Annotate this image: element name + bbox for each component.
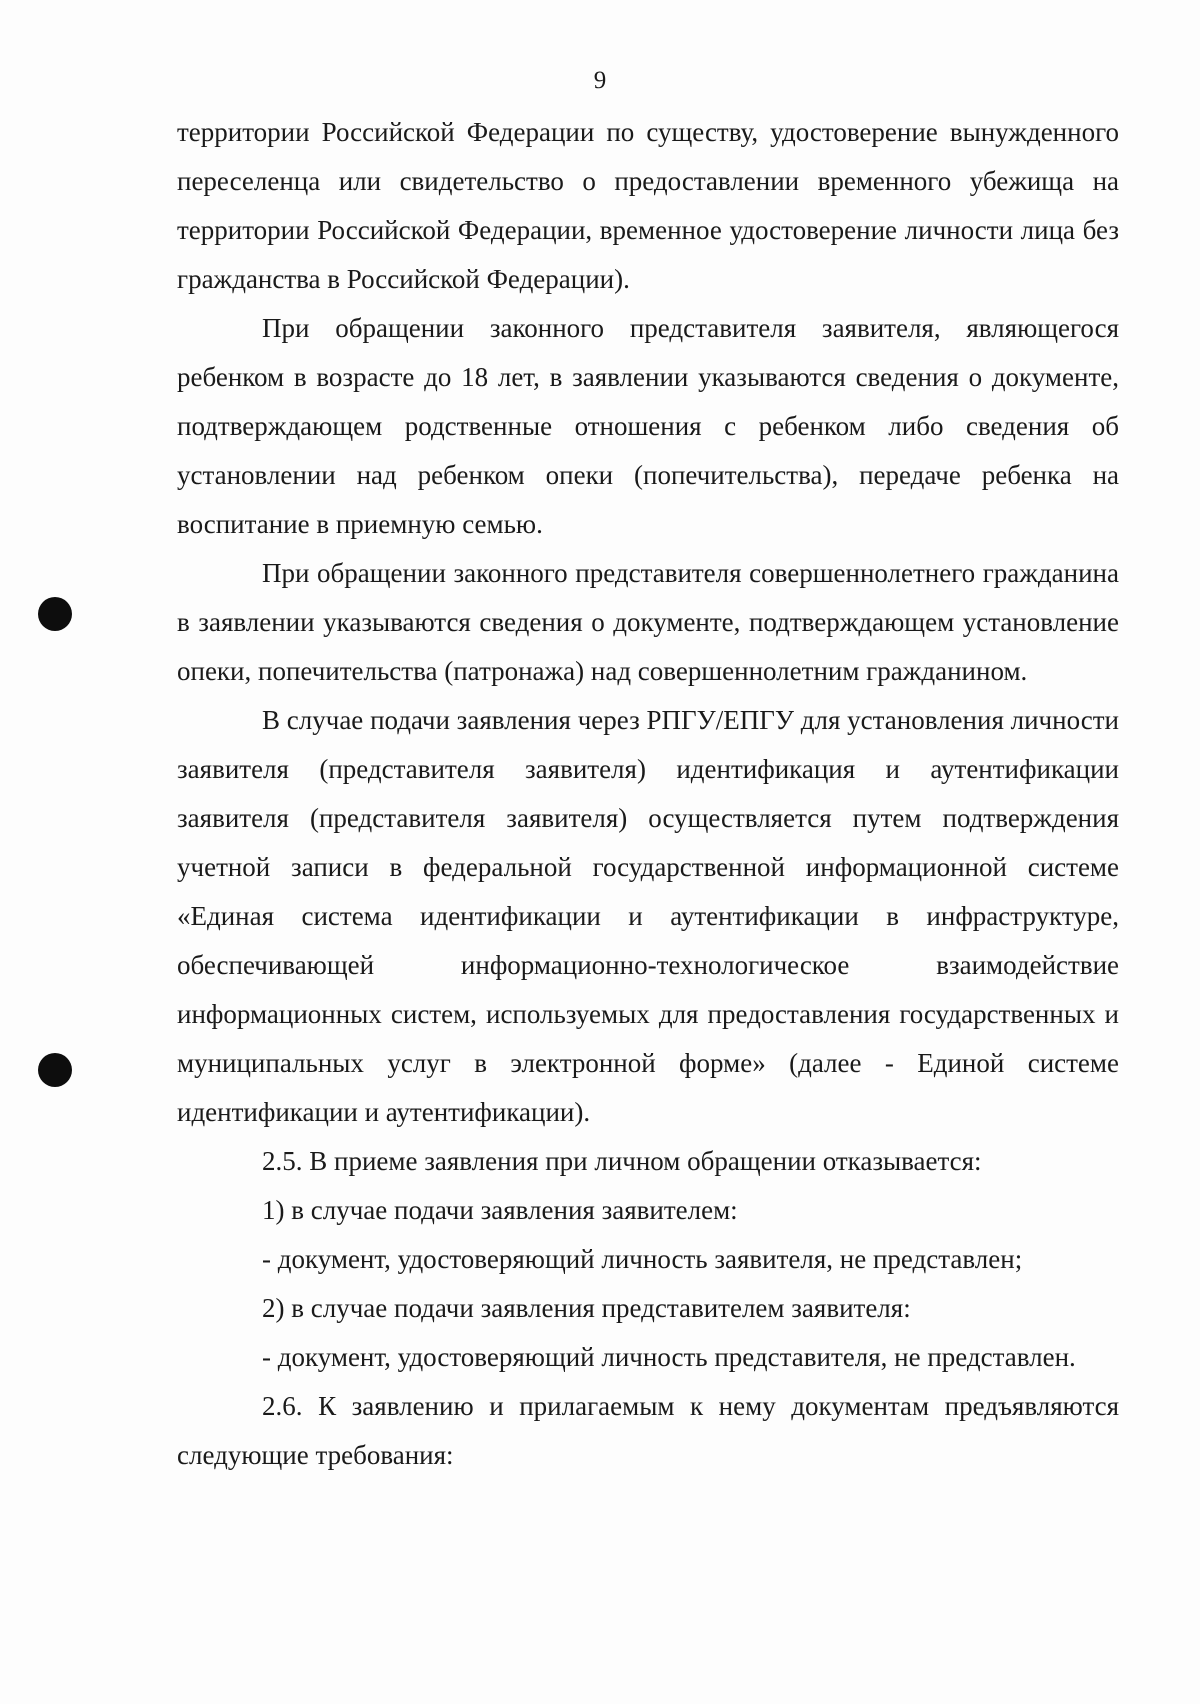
section-2-5-heading: 2.5. В приеме заявления при личном обращении отказывается: bbox=[262, 1146, 982, 1176]
page-number: 9 bbox=[593, 67, 607, 94]
list-item-1-detail: - документ, удостоверяющий личность заявителя, не представлен; bbox=[262, 1244, 1023, 1274]
paragraph-adult-representative: При обращении законного представителя совершеннолетнего гражданина в заявлении указываются сведения о документе, подтверждающем установление опеки, попечительства (патронажа) над совершеннолетним гражданином. bbox=[177, 558, 1119, 686]
paragraph-esia-identification: В случае подачи заявления через РПГУ/ЕПГУ для установления личности заявителя (представителя заявителя) идентификация и аутентификации заявителя (представителя заявителя) осуществляется путем подтверждения учетной записи в федеральной государственной информационной системе «Единая система идентификации и аутентификации в инфраструктуре, обеспечивающей информационно-технологическое взаимодействие информационных систем, используемых для предоставления государственных и муниципальных услуг в электронной форме» (далее - Единой системе идентификации и аутентификации). bbox=[177, 705, 1119, 1127]
list-item-2-detail: - документ, удостоверяющий личность представителя, не представлен. bbox=[262, 1342, 1076, 1372]
punch-hole-mark bbox=[38, 1053, 72, 1087]
paragraph-continuation: территории Российской Федерации по существу, удостоверение вынужденного переселенца или свидетельство о предоставлении временного убежища на территории Российской Федерации, временное удостоверение личности лица без гражданства в Российской Федерации). bbox=[177, 117, 1119, 294]
document-body bbox=[177, 108, 1119, 1480]
list-item-2: 2) в случае подачи заявления представителем заявителя: bbox=[262, 1293, 911, 1323]
punch-hole-mark bbox=[38, 597, 72, 631]
paragraph-minor-representative: При обращении законного представителя заявителя, являющегося ребенком в возрасте до 18 лет, в заявлении указываются сведения о документе, подтверждающем родственные отношения с ребенком либо сведения об установлении над ребенком опеки (попечительства), передаче ребенка на воспитание в приемную семью. bbox=[177, 313, 1119, 539]
list-item-1: 1) в случае подачи заявления заявителем: bbox=[262, 1195, 738, 1225]
section-2-6-heading: 2.6. К заявлению и прилагаемым к нему документам предъявляются следующие требования: bbox=[177, 1391, 1119, 1470]
